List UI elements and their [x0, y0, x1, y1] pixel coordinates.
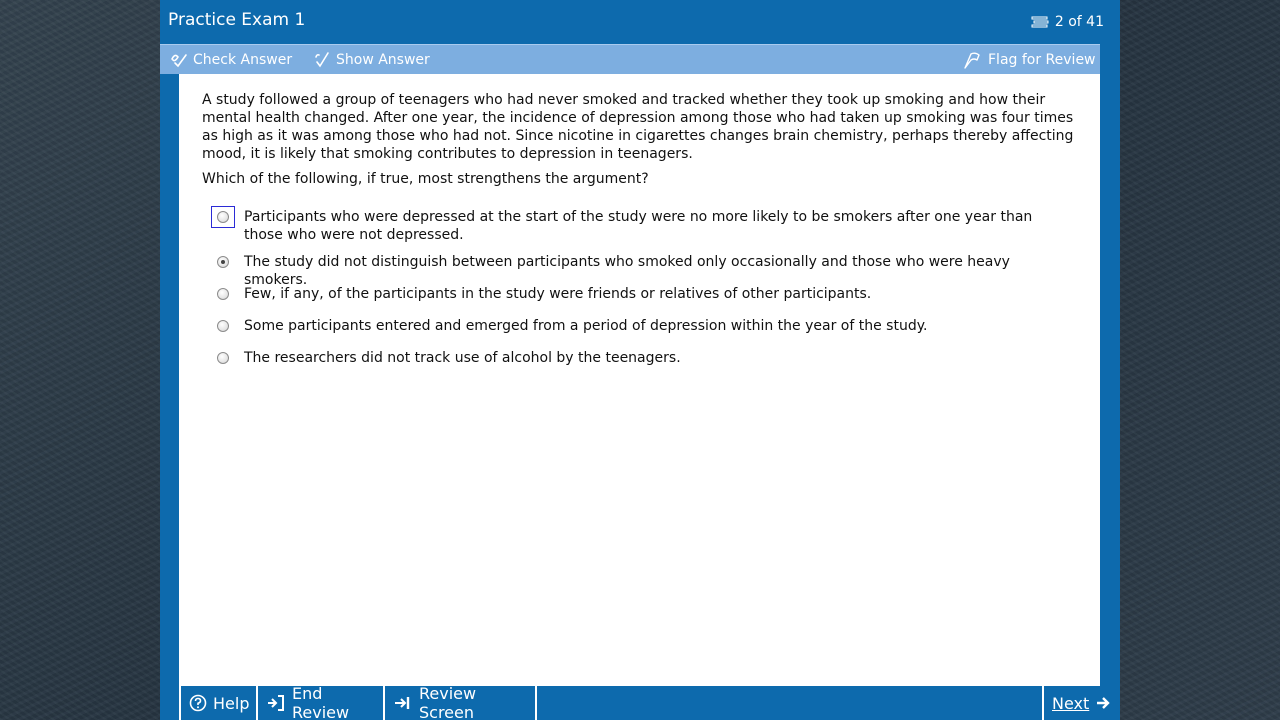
check-answer-icon: [170, 51, 188, 69]
end-review-button[interactable]: [256, 686, 385, 720]
review-screen-button[interactable]: [383, 686, 537, 720]
check-answer-button[interactable]: [170, 51, 292, 69]
question-panel: [179, 74, 1100, 686]
answer-choice-1[interactable]: [211, 208, 1071, 244]
choice-4-text: Some participants entered and emerged from a period of depression within the year of the study.: [244, 318, 928, 334]
help-label: Help: [213, 693, 250, 713]
help-button[interactable]: [179, 686, 257, 720]
list-icon: [1031, 15, 1049, 29]
choice-3-text: Few, if any, of the participants in the study were friends or relatives of other participants.: [244, 286, 872, 302]
flag-for-review-label: Flag for Review: [988, 52, 1096, 68]
help-icon: [189, 694, 207, 712]
radio-button-2[interactable]: [217, 256, 229, 268]
choice-5-text: The researchers did not track use of alcohol by the teenagers.: [244, 350, 681, 366]
show-answer-button[interactable]: [313, 51, 430, 69]
next-button[interactable]: [1042, 686, 1120, 720]
question-counter: [1031, 14, 1104, 30]
choice-1-focus-box: [211, 206, 235, 228]
end-review-icon: [266, 694, 286, 712]
choice-2-text: The study did not distinguish between participants who smoked only occasionally and those who were heavy smokers.: [244, 254, 1010, 288]
show-answer-icon: [313, 51, 331, 69]
title-bar: [160, 0, 1120, 42]
next-label: Next: [1052, 693, 1090, 713]
radio-button-1[interactable]: [217, 211, 229, 223]
flag-for-review-button[interactable]: [963, 51, 1096, 69]
exam-window: [160, 0, 1120, 720]
answer-choice-2[interactable]: [211, 253, 1071, 289]
answer-choice-3[interactable]: [211, 285, 1071, 305]
choice-1-text: Participants who were depressed at the start of the study were no more likely to be smokers after one year than those who were not depressed.: [244, 209, 1033, 243]
question-stem: Which of the following, if true, most strengthens the argument?: [202, 171, 649, 187]
review-screen-label: Review Screen: [419, 684, 477, 720]
radio-button-3[interactable]: [217, 288, 229, 300]
toolbar: [160, 44, 1100, 74]
review-screen-icon: [393, 694, 413, 712]
question-stimulus: A study followed a group of teenagers who had never smoked and tracked whether they took up smoking and how their mental health changed. After one year, the incidence of depression among those who had taken up smoking was four times as high as it was among those who had not. Since nicotine in cigarettes changes brain chemistry, perhaps thereby affecting mood, it is likely that smoking contributes to depression in teenagers.: [202, 92, 1074, 162]
bottom-bar: [160, 686, 1120, 720]
counter-text: 2 of 41: [1054, 14, 1104, 30]
radio-button-4[interactable]: [217, 320, 229, 332]
exam-title: Practice Exam 1: [168, 10, 306, 30]
next-arrow-icon: [1095, 695, 1111, 711]
check-answer-label: Check Answer: [193, 52, 293, 68]
show-answer-label: Show Answer: [336, 52, 430, 68]
end-review-label: End Review: [292, 684, 350, 720]
radio-button-5[interactable]: [217, 352, 229, 364]
answer-choice-5[interactable]: [211, 349, 1071, 369]
answer-choice-4[interactable]: [211, 317, 1071, 337]
flag-icon: [963, 51, 983, 69]
